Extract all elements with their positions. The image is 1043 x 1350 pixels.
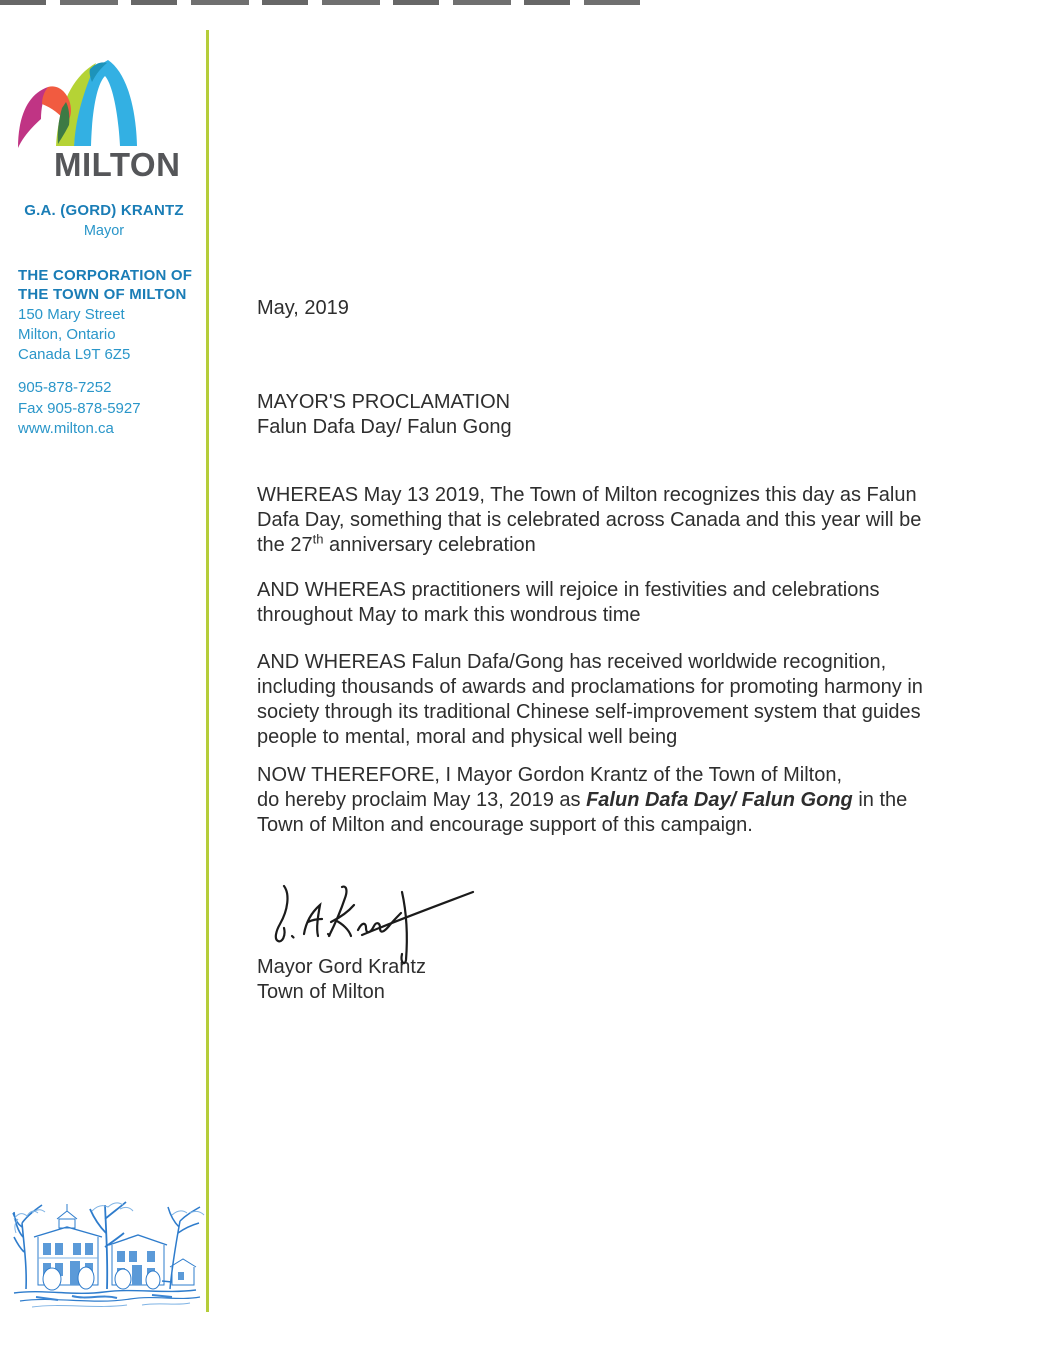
letter-subtitle: Falun Dafa Day/ Falun Gong [257, 416, 512, 438]
proclamation-emphasis: Falun Dafa Day/ Falun Gong [586, 789, 853, 811]
letter-title: MAYOR'S PROCLAMATION [257, 391, 511, 413]
paragraph-whereas-2: AND WHEREAS practitioners will rejoice in festivities and celebrations throughout May to mark this wondrous time [257, 579, 880, 626]
org-name-line-2: THE TOWN OF MILTON [18, 286, 187, 303]
paragraph-text: NOW THEREFORE, I Mayor Gordon Krantz of the Town of Milton, [257, 764, 843, 786]
fax-number: Fax 905-878-5927 [18, 399, 141, 417]
paragraph-text: anniversary celebration [323, 534, 536, 556]
paragraph-text: WHEREAS May 13 2019, The Town of Milton recognizes this day as Falun Dafa Day, something that is celebrated across Canada and this year will be the 27 [257, 484, 922, 556]
address-line-3: Canada L9T 6Z5 [18, 345, 131, 363]
paragraph-whereas-1 [257, 483, 949, 558]
contact-block [18, 378, 203, 440]
paragraph-whereas-3: AND WHEREAS Falun Dafa/Gong has received worldwide recognition, including thousands of awards and proclamations for promoting harmony in society through its traditional Chinese self-improvement system that guides people to mental, moral and physical well being [257, 651, 923, 748]
address-line-1: 150 Mary Street [18, 305, 125, 323]
signer-name: Mayor Gord Krantz [257, 956, 426, 978]
milton-logo-icon [12, 56, 140, 152]
address-line-2: Milton, Ontario [18, 325, 116, 343]
org-name-line-1: THE CORPORATION OF [18, 267, 193, 284]
signer-block [257, 955, 949, 1005]
scan-artifact-line [0, 0, 640, 5]
letter-date: May, 2019 [257, 297, 349, 319]
paragraph-text: do hereby proclaim May 13, 2019 as [257, 789, 587, 811]
website-url: www.milton.ca [18, 420, 114, 437]
accent-vertical-line [206, 30, 209, 1312]
mayor-name: G.A. (GORD) KRANTZ [24, 202, 184, 219]
signer-org: Town of Milton [257, 981, 385, 1003]
paragraph-now-therefore [257, 763, 949, 838]
phone-number: 905-878-7252 [18, 379, 112, 396]
ordinal-superscript: th [312, 531, 324, 547]
letter-title-block [257, 390, 949, 440]
mayor-block [8, 202, 200, 239]
milton-wordmark: MILTON [54, 146, 181, 183]
corporation-block [18, 266, 203, 364]
paragraph-text: in the Town of Milton and encourage support of this campaign. [257, 789, 908, 836]
town-hall-sketch [12, 1197, 210, 1313]
mayor-title: Mayor [83, 223, 125, 239]
signature-image [266, 872, 482, 968]
